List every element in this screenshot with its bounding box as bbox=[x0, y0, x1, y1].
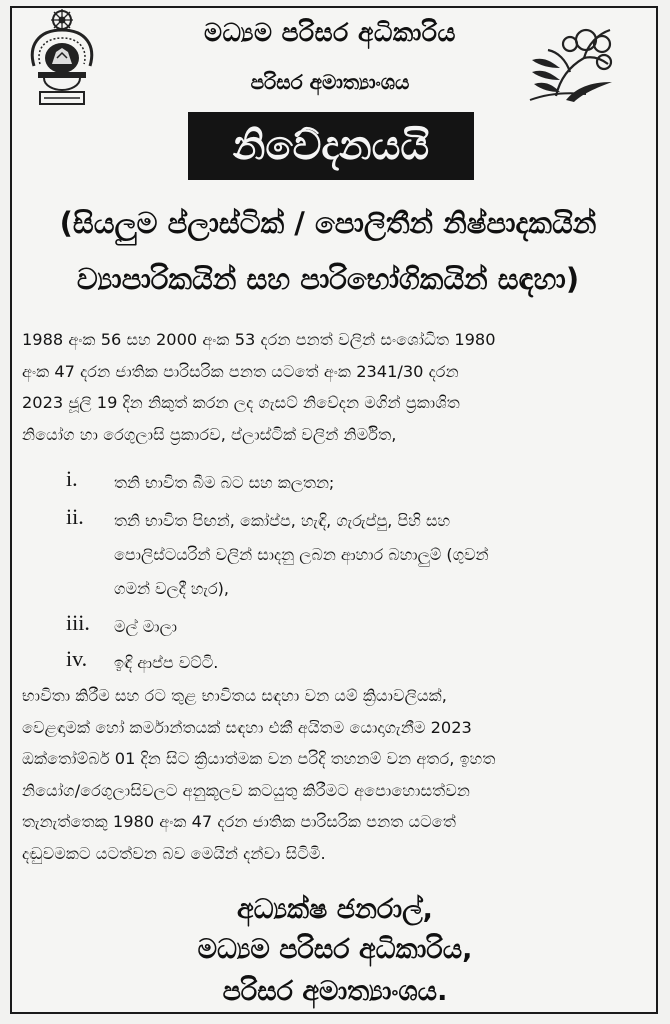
notice-title: නිවේදනයයි bbox=[232, 123, 430, 169]
list-item-number: ii. bbox=[66, 504, 84, 529]
list-item-text bbox=[114, 610, 634, 644]
list-item-line: ඉඳි ආප්ප වට්ටි. bbox=[114, 653, 219, 672]
closing-line: තැනැත්තෙකු 1980 අංක 47 දරන ජාතික පාරිසරික පනත යටතේ bbox=[22, 812, 456, 831]
sri-lanka-state-emblem-icon bbox=[24, 6, 100, 108]
list-item-text bbox=[114, 504, 634, 606]
closing-line: දඬුවමකට යටත්වන බව මෙයින් දන්වා සිටිමි. bbox=[22, 843, 326, 863]
subtitle-line-1: (සියලුම ප්ලාස්ටික් / පොලිතීන් නිෂ්පාදකයින් bbox=[59, 206, 597, 240]
closing-line: ඔක්තෝම්බර් 01 දින සිට ක්‍රියාත්මක වන පරිදි තහනම් වන අතර, ඉහත bbox=[22, 749, 496, 768]
closing-line: වෙළඳාමක් හෝ කර්මාන්තයක් සඳහා එකී අයිතම යොදාගැනීම 2023 bbox=[22, 717, 472, 737]
list-item-text bbox=[114, 466, 634, 500]
ministry-name: පරිසර අමාත්‍යාංශය bbox=[250, 70, 410, 94]
intro-line: නියෝග හා රෙගුලාසි ප්‍රකාරව, ප්ලාස්ටික් වලින් නිර්මිත, bbox=[22, 424, 397, 444]
signatory-ministry: පරිසර අමාත්‍යාංශය. bbox=[222, 976, 448, 1007]
signatory-authority: මධ්‍යම පරිසර අධිකාරිය, bbox=[197, 934, 473, 965]
intro-line: අංක 47 දරන ජාතික පාරිසරික පනත යටතේ අංක 2341/30 දරන bbox=[22, 361, 459, 381]
intro-line: 1988 අංක 56 සහ 2000 අංක 53 දරන පනත් වලින් සංශෝධිත 1980 bbox=[22, 330, 496, 349]
closing-paragraph bbox=[22, 680, 634, 869]
list-item-line: ගමන් වලදී හැර), bbox=[114, 579, 229, 598]
list-item-line: පොලිස්ටයරින් වලින් සාදනු ලබන ආහාර බහාලුම් (ගුවන් bbox=[114, 545, 489, 564]
signatory-title: අධ්‍යක්ෂ ජනරාල්, bbox=[237, 894, 433, 925]
closing-line: නියෝග/රෙගුලාසිවලට අනුකූලව කටයුතු කිරීමට අපොහොසත්වන bbox=[22, 780, 471, 800]
list-item-line: තනි භාවිත බීම බට සහ කලතන; bbox=[114, 473, 335, 492]
list-item-text bbox=[114, 646, 634, 680]
intro-line: 2023 ජූලි 19 දින නිකුත් කරන ලද ගැසට් නිවේදන මගින් ප්‍රකාශිත bbox=[22, 393, 460, 412]
notice-title-banner bbox=[188, 112, 474, 180]
list-item-number: iv. bbox=[66, 646, 88, 671]
intro-paragraph bbox=[22, 324, 634, 450]
list-item-line: තනි භාවිත පිඟන්, කෝප්ප, හැඳි, ගැරුප්පු, පිහි සහ bbox=[114, 511, 451, 530]
list-item-number: i. bbox=[66, 466, 78, 491]
subtitle-line-2: ව්‍යාපාරිකයින් සහ පාරිභෝගිකයින් සඳහා) bbox=[76, 262, 580, 296]
authority-name: මධ්‍යම පරිසර අධිකාරිය bbox=[204, 18, 456, 47]
list-item-line: මල් මාලා bbox=[114, 617, 178, 636]
closing-line: භාවිතා කිරීම සහ රට තුළ භාවිතය සඳහා වන යම් ක්‍රියාවලියක්, bbox=[22, 686, 447, 705]
list-item-number: iii. bbox=[66, 610, 90, 635]
